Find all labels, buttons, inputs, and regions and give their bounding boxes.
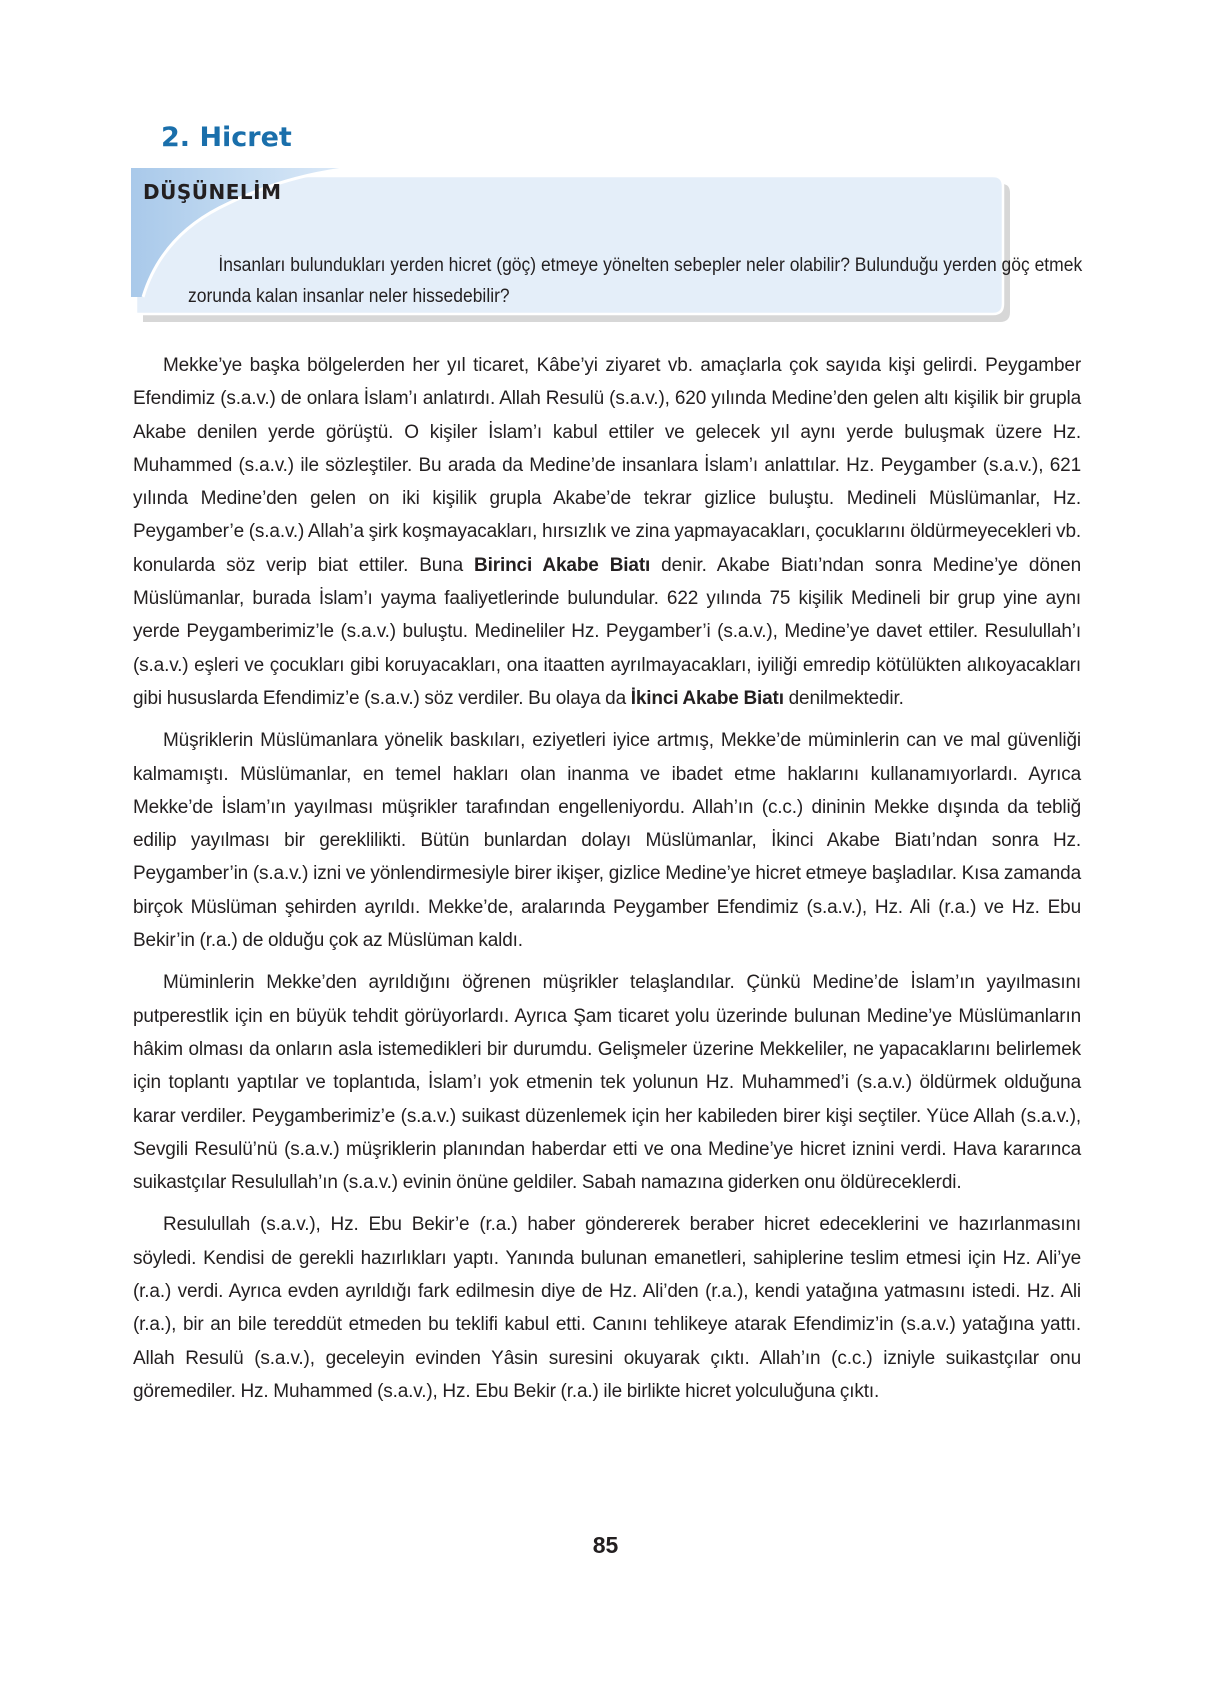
think-box-label: DÜŞÜNELİM [143,180,282,204]
paragraph-text: denir. Akabe Biatı’ndan sonra Medine’ye dönen Müslümanlar, burada İslam’ı yayma faaliyetlerinde bulundular. 622 yılında 75 kişilik Medineli bir grup yine aynı yerde Peygamberimiz’le (s.a.v.) buluştu. Medineliler Hz. Peygamber’i (s.a.v.), Medine’ye davet ettiler. Resulullah’ı (s.a.v.) eşleri ve çocukları gibi koruyacakları, ona itaatten ayrılmayacakları, iyiliği emredip kötülükten alıkoyacakları gibi hususlarda Efendimiz’e (s.a.v.) söz verdiler. Bu olaya da [133,554,1081,709]
paragraph: Müşriklerin Müslümanlara yönelik baskıları, eziyetleri iyice artmış, Mekke’de müminlerin can ve mal güvenliği kalmamıştı. Müslümanlar, en temel hakları olan inanma ve ibadet etme haklarını kullanamıyorlardı. Ayrıca Mekke’de İslam’ın yayılması müşrikler tarafından engelleniyordu. Allah’ın (c.c.) dininin Mekke dışında da tebliğ edilip yayılması bir gereklilikti. Bütün bunlardan dolayı Müslümanlar, İkinci Akabe Biatı’ndan sonra Hz. Peygamber’in (s.a.v.) izni ve yönlendirmesiyle birer ikişer, gizlice Medine’ye hicret etmeye başladılar. Kısa zamanda birçok Müslüman şehirden ayrıldı. Mekke’de, aralarında Peygamber Efendimiz (s.a.v.), Hz. Ali (r.a.) ve Hz. Ebu Bekir’in (r.a.) de olduğu çok az Müslüman kaldı. [133,730,1081,952]
body-text [133,349,1081,1417]
bold-term: Birinci Akabe Biatı [474,554,651,576]
section-title: 2. Hicret [161,122,292,153]
think-box-text [188,250,1117,312]
paragraph-text: Mekke’ye başka bölgelerden her yıl ticaret, Kâbe’yi ziyaret vb. amaçlarla çok sayıda kişi gelirdi. Peygamber Efendimiz (s.a.v.) de onlara İslam’ı anlatırdı. Allah Resulü (s.a.v.), 620 yılında Medine’den gelen altı kişilik bir grupla Akabe denilen yerde görüştü. O kişiler İslam’ı kabul ettiler ve gelecek yıl aynı yerde buluşmak üzere Hz. Muhammed (s.a.v.) ile sözleştiler. Bu arada da Medine’de insanlara İslam’ı anlattılar. Hz. Peygamber (s.a.v.), 621 yılında Medine’den gelen on iki kişilik grupla Akabe’de tekrar gizlice buluştu. Medineli Müslümanlar, Hz. Peygamber’e (s.a.v.) Allah’a şirk koşmayacakları, hırsızlık ve zina yapmayacakları, çocuklarını öldürmeyecekleri vb. konularda söz verip biat ettiler. Buna [133,355,1081,576]
paragraph: Müminlerin Mekke’den ayrıldığını öğrenen müşrikler telaşlandılar. Çünkü Medine’de İslam’ın yayılmasını putperestlik için en büyük tehdit görüyorlardı. Ayrıca Şam ticaret yolu üzerinde bulunan Medine’ye Müslümanların hâkim olması da onların asla istemedikleri bir durumdu. Gelişmeler üzerine Mekkeliler, ne yapacaklarını belirlemek için toplantı yaptılar ve toplantıda, İslam’ı yok etmenin tek yolunun Hz. Muhammed’i (s.a.v.) öldürmek olduğuna karar verdiler. Peygamberimiz’e (s.a.v.) suikast düzenlemek için her kabileden birer kişi seçtiler. Yüce Allah (s.a.v.), Sevgili Resulü’nü (s.a.v.) müşriklerin planından haberdar etti ve ona Medine’ye hicret iznini verdi. Hava kararınca suikastçılar Resulullah’ın (s.a.v.) evinin önüne geldiler. Sabah namazına giderken onu öldüreceklerdi. [133,972,1081,1194]
think-box [131,168,1083,336]
paragraph [133,349,1081,715]
bold-term: İkinci Akabe Biatı [630,687,784,709]
page-number: 85 [592,1532,619,1558]
paragraph-text: denilmektedir. [783,687,904,709]
think-box-question: İnsanları bulundukları yerden hicret (göç) etmeye yönelten sebepler neler olabilir? Bulunduğu yerden göç etmek zorunda kalan insanlar neler hissedebilir? [188,255,1083,307]
paragraph: Resulullah (s.a.v.), Hz. Ebu Bekir’e (r.a.) haber göndererek beraber hicret edeceklerini ve hazırlanmasını söyledi. Kendisi de gerekli hazırlıkları yaptı. Yanında bulunan emanetleri, sahiplerine teslim etmesi için Hz. Ali’ye (r.a.) verdi. Ayrıca evden ayrıldığı fark edilmesin diye de Hz. Ali’den (r.a.), kendi yatağına yatmasını istedi. Hz. Ali (r.a.), bir an bile tereddüt etmeden bu teklifi kabul etti. Canını tehlikeye atarak Efendimiz’in (s.a.v.) yatağına yattı. Allah Resulü (s.a.v.), geceleyin evinden Yâsin suresini okuyarak çıktı. Allah’ın (c.c.) izniyle suikastçılar onu göremediler. Hz. Muhammed (s.a.v.), Hz. Ebu Bekir (r.a.) ile birlikte hicret yolculuğuna çıktı. [133,1214,1081,1402]
